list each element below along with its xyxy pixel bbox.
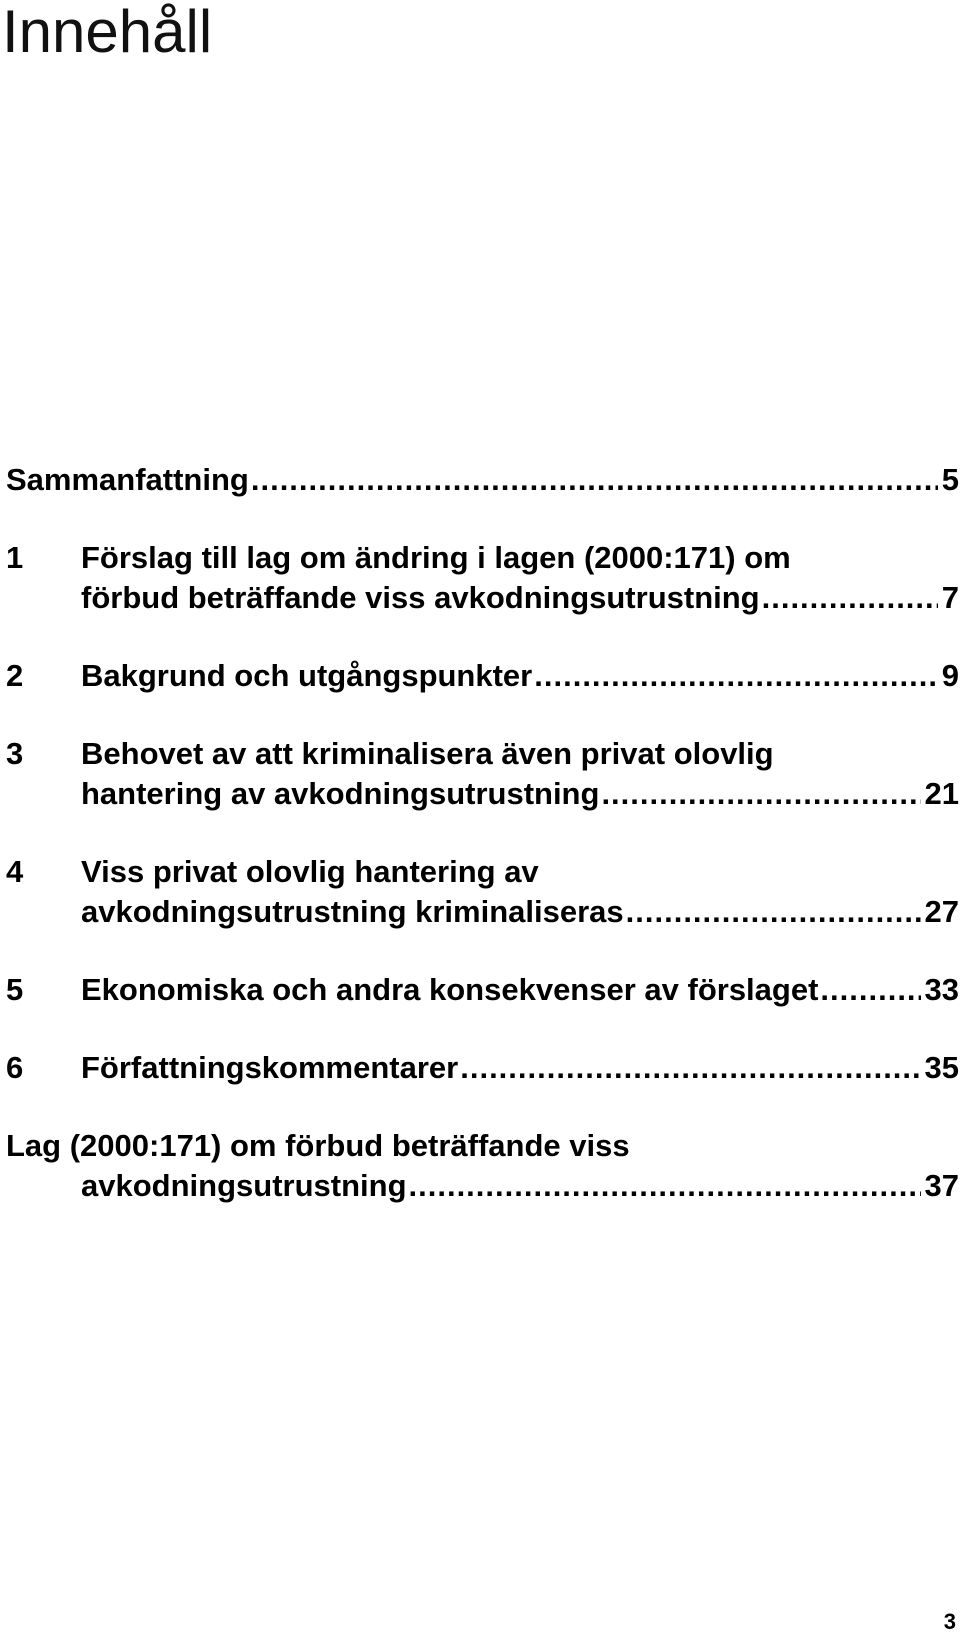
toc-entry-text: Bakgrund och utgångspunkter (81, 658, 533, 693)
toc-page-number: 5 (941, 462, 959, 497)
toc-page-number: 33 (924, 972, 959, 1007)
toc-chapter-number: 1 (6, 540, 24, 575)
dot-leader (409, 1166, 921, 1206)
toc-entry-text: Ekonomiska och andra konsekvenser av förslaget (81, 972, 819, 1007)
toc-entry-text: Sammanfattning (6, 462, 249, 497)
toc-page-number: 7 (941, 580, 959, 615)
toc-entry-text: Viss privat olovlig hantering av (81, 854, 539, 889)
toc-chapter-number: 4 (6, 854, 24, 889)
toc-entry-chapter-5[interactable] (6, 970, 959, 1010)
dot-leader (460, 1048, 920, 1088)
dot-leader (601, 774, 920, 814)
toc-chapter-number: 5 (6, 972, 24, 1007)
toc-page-number: 21 (924, 776, 959, 811)
toc-entry-summary[interactable] (6, 460, 959, 500)
page-title: Innehåll (2, 0, 213, 65)
toc-chapter-number: 2 (6, 658, 24, 693)
toc-entry-text: Lag (2000:171) om förbud beträffande viss (6, 1128, 630, 1163)
toc-entry-text-continued: avkodningsutrustning kriminaliseras (81, 894, 624, 929)
toc-page-number: 9 (941, 658, 959, 693)
toc-page-number: 37 (924, 1168, 959, 1203)
dot-leader (820, 970, 920, 1010)
toc-page-number: 35 (924, 1050, 959, 1085)
dot-leader (534, 656, 938, 696)
toc-entry-text: Förslag till lag om ändring i lagen (2000:171) om (81, 540, 791, 575)
toc-entry-chapter-3[interactable] (6, 734, 959, 814)
page-number: 3 (943, 1609, 956, 1634)
table-of-contents (6, 460, 959, 1206)
toc-entry-chapter-1[interactable] (6, 538, 959, 618)
dot-leader (626, 892, 921, 932)
dot-leader (251, 460, 938, 500)
toc-entry-text: Författningskommentarer (81, 1050, 459, 1085)
toc-page-number: 27 (924, 894, 959, 929)
toc-chapter-number: 3 (6, 736, 24, 771)
toc-entry-chapter-2[interactable] (6, 656, 959, 696)
toc-chapter-number: 6 (6, 1050, 24, 1085)
toc-entry-text-continued: hantering av avkodningsutrustning (81, 776, 600, 811)
toc-entry-chapter-4[interactable] (6, 852, 959, 932)
dot-leader (762, 578, 938, 618)
toc-entry-text-continued: avkodningsutrustning (81, 1168, 407, 1203)
toc-entry-chapter-6[interactable] (6, 1048, 959, 1088)
toc-entry-law[interactable] (6, 1126, 959, 1206)
toc-entry-text: Behovet av att kriminalisera även privat olovlig (81, 736, 774, 771)
toc-entry-text-continued: förbud beträffande viss avkodningsutrustning (81, 580, 760, 615)
